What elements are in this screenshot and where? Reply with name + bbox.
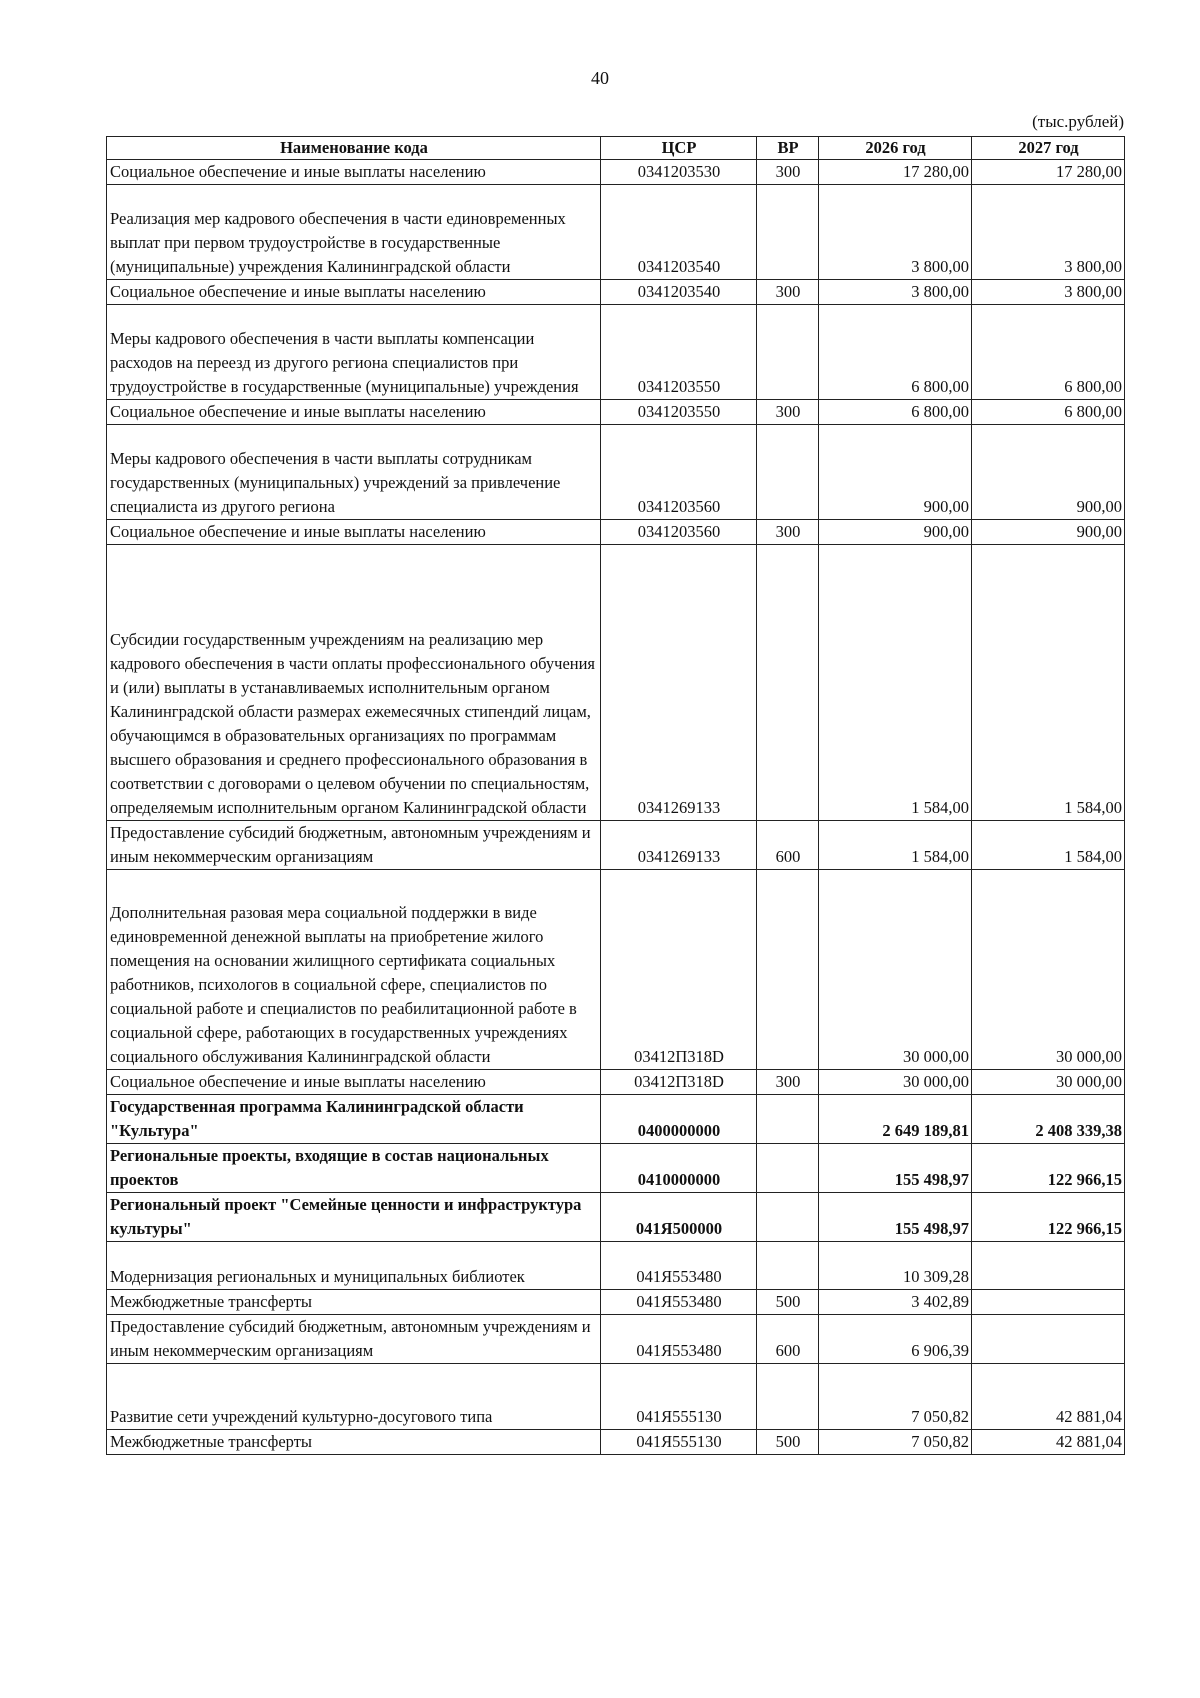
table-row: [107, 1242, 1125, 1290]
row-vr: [757, 1193, 819, 1242]
row-vr: [757, 1364, 819, 1430]
row-2026: 6 800,00: [819, 400, 972, 425]
row-vr: [757, 1095, 819, 1144]
row-vr: 300: [757, 520, 819, 545]
table-row: [107, 280, 1125, 305]
row-csr: 0341203560: [601, 425, 757, 520]
row-2027: 900,00: [972, 520, 1125, 545]
table-header-row: [107, 137, 1125, 160]
row-2026: 900,00: [819, 520, 972, 545]
header-vr: ВР: [757, 137, 819, 160]
row-2026: 7 050,82: [819, 1364, 972, 1430]
row-csr: 0341203540: [601, 280, 757, 305]
row-2027: 6 800,00: [972, 400, 1125, 425]
row-vr: 600: [757, 1315, 819, 1364]
row-2026: 3 800,00: [819, 280, 972, 305]
row-vr: [757, 1242, 819, 1290]
header-2027: 2027 год: [972, 137, 1125, 160]
row-2027: 3 800,00: [972, 280, 1125, 305]
row-vr: [757, 185, 819, 280]
row-vr: 500: [757, 1430, 819, 1455]
page-number: 40: [591, 68, 609, 88]
row-name: Развитие сети учреждений культурно-досугового типа: [107, 1364, 601, 1430]
row-2027: 2 408 339,38: [972, 1095, 1125, 1144]
table-row: [107, 400, 1125, 425]
row-name: Меры кадрового обеспечения в части выплаты компенсации расходов на переезд из другого региона специалистов при трудоустройстве в государственные (муниципальные) учреждения: [107, 305, 601, 400]
row-csr: 041Я555130: [601, 1430, 757, 1455]
row-2026: 17 280,00: [819, 160, 972, 185]
table-row: [107, 185, 1125, 280]
row-csr: 041Я500000: [601, 1193, 757, 1242]
row-csr: 041Я555130: [601, 1364, 757, 1430]
row-2027: 1 584,00: [972, 821, 1125, 870]
row-name: Социальное обеспечение и иные выплаты населению: [107, 520, 601, 545]
budget-table: [106, 136, 1125, 1455]
table-row: [107, 1315, 1125, 1364]
table-row: [107, 545, 1125, 821]
row-2027: 900,00: [972, 425, 1125, 520]
table-row: [107, 1430, 1125, 1455]
row-name: Межбюджетные трансферты: [107, 1290, 601, 1315]
row-2026: 7 050,82: [819, 1430, 972, 1455]
row-csr: 0341269133: [601, 545, 757, 821]
row-2027: 6 800,00: [972, 305, 1125, 400]
row-csr: 0341203550: [601, 305, 757, 400]
row-name: Модернизация региональных и муниципальных библиотек: [107, 1242, 601, 1290]
row-name: Реализация мер кадрового обеспечения в части единовременных выплат при первом трудоустройстве в государственные (муниципальные) учреждения Калининградской области: [107, 185, 601, 280]
row-vr: [757, 1144, 819, 1193]
row-csr: 03412П318D: [601, 1070, 757, 1095]
row-2026: 3 800,00: [819, 185, 972, 280]
row-name: Предоставление субсидий бюджетным, автономным учреждениям и иным некоммерческим организациям: [107, 1315, 601, 1364]
row-name: Социальное обеспечение и иные выплаты населению: [107, 280, 601, 305]
row-2026: 30 000,00: [819, 1070, 972, 1095]
row-2026: 900,00: [819, 425, 972, 520]
row-2027: [972, 1242, 1125, 1290]
table-row: [107, 1364, 1125, 1430]
row-vr: 300: [757, 1070, 819, 1095]
row-vr: [757, 305, 819, 400]
row-csr: 041Я553480: [601, 1315, 757, 1364]
row-csr: 0341203550: [601, 400, 757, 425]
row-name: Государственная программа Калининградской области "Культура": [107, 1095, 601, 1144]
row-csr: 03412П318D: [601, 870, 757, 1070]
row-vr: 600: [757, 821, 819, 870]
header-2026: 2026 год: [819, 137, 972, 160]
table-row: [107, 1095, 1125, 1144]
row-2027: 30 000,00: [972, 1070, 1125, 1095]
row-2027: 122 966,15: [972, 1193, 1125, 1242]
row-vr: [757, 545, 819, 821]
row-name: Социальное обеспечение и иные выплаты населению: [107, 160, 601, 185]
row-2026: 1 584,00: [819, 821, 972, 870]
table-row: [107, 425, 1125, 520]
row-vr: [757, 870, 819, 1070]
row-2026: 6 800,00: [819, 305, 972, 400]
row-name: Предоставление субсидий бюджетным, автономным учреждениям и иным некоммерческим организациям: [107, 821, 601, 870]
row-csr: 041Я553480: [601, 1242, 757, 1290]
table-row: [107, 1290, 1125, 1315]
row-vr: [757, 425, 819, 520]
row-2026: 2 649 189,81: [819, 1095, 972, 1144]
row-2026: 1 584,00: [819, 545, 972, 821]
header-name: Наименование кода: [107, 137, 601, 160]
row-vr: 300: [757, 400, 819, 425]
row-name: Субсидии государственным учреждениям на реализацию мер кадрового обеспечения в части оплаты профессионального обучения и (или) выплаты в устанавливаемых исполнительным органом Калининградской области размерах ежемесячных стипендий лицам, обучающимся в образовательных организациях по программам высшего образования и среднего профессионального образования в соответствии с договорами о целевом обучении по специальностям, определяемым исполнительным органом Калининградской области: [107, 545, 601, 821]
row-csr: 0341203560: [601, 520, 757, 545]
row-name: Межбюджетные трансферты: [107, 1430, 601, 1455]
row-name: Социальное обеспечение и иные выплаты населению: [107, 1070, 601, 1095]
row-2026: 10 309,28: [819, 1242, 972, 1290]
table-row: [107, 520, 1125, 545]
row-csr: 0341269133: [601, 821, 757, 870]
table-row: [107, 1144, 1125, 1193]
row-2027: 17 280,00: [972, 160, 1125, 185]
table-row: [107, 160, 1125, 185]
row-2027: 1 584,00: [972, 545, 1125, 821]
row-2027: [972, 1290, 1125, 1315]
row-2027: 42 881,04: [972, 1430, 1125, 1455]
row-vr: 300: [757, 280, 819, 305]
table-row: [107, 1070, 1125, 1095]
table-row: [107, 870, 1125, 1070]
row-2026: 3 402,89: [819, 1290, 972, 1315]
row-csr: 0341203540: [601, 185, 757, 280]
row-name: Меры кадрового обеспечения в части выплаты сотрудникам государственных (муниципальных) учреждений за привлечение специалиста из другого региона: [107, 425, 601, 520]
row-2026: 6 906,39: [819, 1315, 972, 1364]
row-2027: 42 881,04: [972, 1364, 1125, 1430]
row-2026: 30 000,00: [819, 870, 972, 1070]
row-2027: [972, 1315, 1125, 1364]
row-name: Дополнительная разовая мера социальной поддержки в виде единовременной денежной выплаты на приобретение жилого помещения на основании жилищного сертификата социальных работников, психологов в социальной сфере, специалистов по социальной работе и специалистов по реабилитационной работе в социальной сфере, работающих в государственных учреждениях социального обслуживания Калининградской области: [107, 870, 601, 1070]
table-row: [107, 821, 1125, 870]
row-2027: 30 000,00: [972, 870, 1125, 1070]
row-2027: 3 800,00: [972, 185, 1125, 280]
table-row: [107, 1193, 1125, 1242]
row-name: Социальное обеспечение и иные выплаты населению: [107, 400, 601, 425]
header-csr: ЦСР: [601, 137, 757, 160]
row-name: Региональные проекты, входящие в состав национальных проектов: [107, 1144, 601, 1193]
row-name: Региональный проект "Семейные ценности и инфраструктура культуры": [107, 1193, 601, 1242]
row-csr: 041Я553480: [601, 1290, 757, 1315]
row-2027: 122 966,15: [972, 1144, 1125, 1193]
row-csr: 0341203530: [601, 160, 757, 185]
row-vr: 500: [757, 1290, 819, 1315]
row-vr: 300: [757, 160, 819, 185]
row-csr: 0400000000: [601, 1095, 757, 1144]
units-label: (тыс.рублей): [1032, 112, 1124, 131]
row-2026: 155 498,97: [819, 1193, 972, 1242]
row-csr: 0410000000: [601, 1144, 757, 1193]
table-row: [107, 305, 1125, 400]
row-2026: 155 498,97: [819, 1144, 972, 1193]
